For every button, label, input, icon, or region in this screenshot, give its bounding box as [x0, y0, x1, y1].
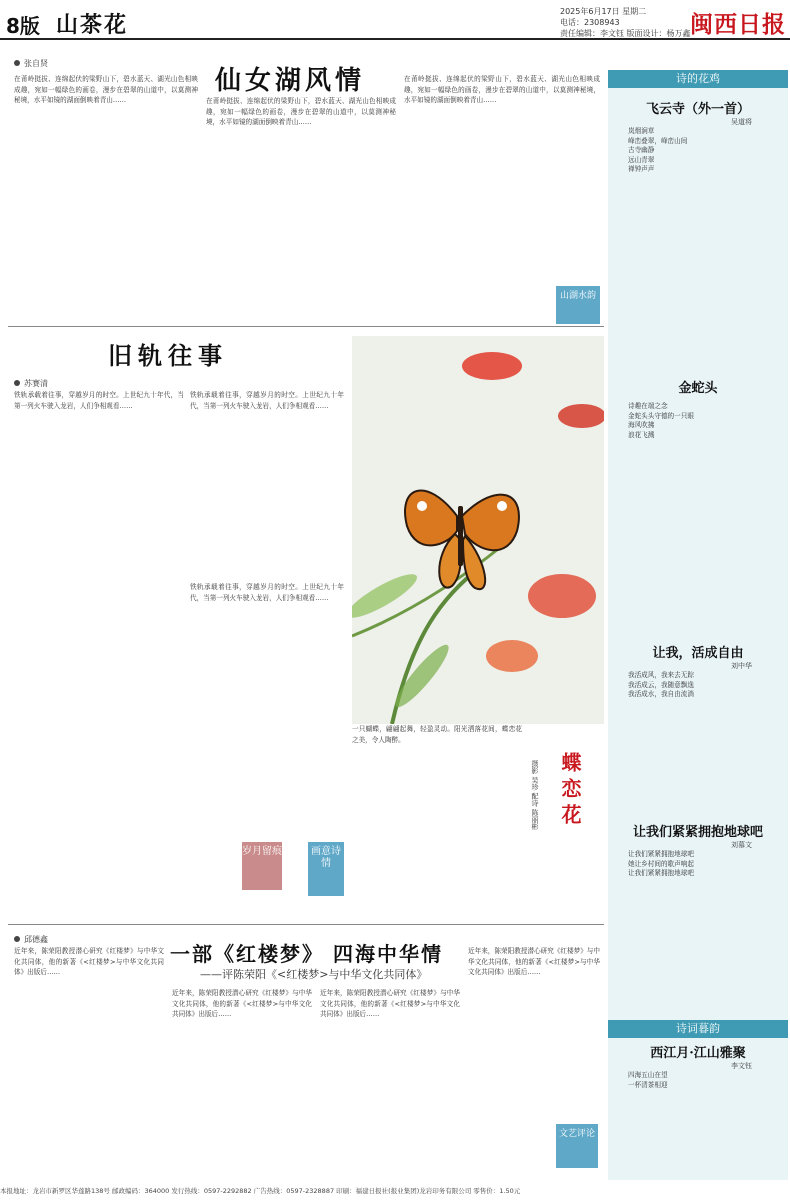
poem-author: 李文钰: [731, 1062, 752, 1070]
article3-title: 一部《红楼梦》 四海中华情: [170, 942, 443, 966]
article3-tag: 文艺评论: [556, 1124, 598, 1168]
article3-body-col1: 近年来，陈荣阳教授潜心研究《红楼梦》与中华文化共同体，他的新著《<红楼梦>与中华文化共同体》出版后……: [14, 947, 164, 976]
section-divider-2: [8, 924, 604, 925]
article1-tag: 山湖水韵: [556, 286, 600, 324]
article2-title: 旧轨往事: [108, 341, 228, 370]
article2-author: 苏赛清: [14, 378, 48, 389]
pin-icon: [14, 380, 20, 386]
butterfly-photo: [352, 336, 604, 724]
article3-subtitle: ——评陈荣阳《<红楼梦>与中华文化共同体》: [200, 968, 428, 981]
poem-title: 西江月·江山雅聚: [650, 1046, 746, 1061]
article3-body-col4: 近年来，陈荣阳教授潜心研究《红楼梦》与中华文化共同体，他的新著《<红楼梦>与中华文化共同体》出版后……: [468, 947, 600, 976]
poem-body: 岚烟涧草 峰峦叠翠，峰峦山间 古寺幽静 远山青翠 禅钟声声: [628, 127, 688, 173]
section-divider: [8, 326, 604, 327]
article1-body-col1: 在莆岭挺拔、连绵起伏的梁野山下，碧水蓝天、湖光山色相映成趣，宛如一幅绿色的画卷，漫步在碧翠的山道中，以莫测神秘境，水平如镜的湖面倒映着青山……: [14, 75, 198, 104]
editors: 责任编辑：李文钰 版面设计：杨万鑫: [560, 29, 691, 38]
photo-tag: 画意诗情: [308, 842, 344, 896]
article2-body-col2-lower: 铁轨承载着往事，穿越岁月的时空。上世纪九十年代，当第一列火车驶入龙岩，人们争相观看……: [190, 583, 344, 602]
column-title: 山茶花: [56, 13, 129, 38]
page-number: 8版: [6, 14, 40, 38]
photo-poem: 一只蝴蝶，翩翩起舞，轻盈灵动。阳光洒落花间，蝶恋花之美，令人陶醉。: [352, 725, 522, 744]
sidebar-header: 诗的花鸡: [608, 70, 788, 88]
article3-body-col3: 近年来，陈荣阳教授潜心研究《红楼梦》与中华文化共同体，他的新著《<红楼梦>与中华文化共同体》出版后……: [320, 989, 460, 1018]
poem-body: 诗趣在端之念 金蛇头头守德的一只眼 海风吹拂 浪花飞溅: [628, 402, 694, 439]
article2-body-col1: 铁轨承载着往事，穿越岁月的时空。上世纪九十年代，当第一列火车驶入龙岩，人们争相观看……: [14, 391, 184, 410]
newspaper-logo: 闽西日报: [690, 11, 786, 38]
issue-date: 2025年6月17日 星期二: [560, 7, 647, 16]
poem-author: 吴道将: [731, 118, 752, 126]
article1-body-col3: 在莆岭挺拔、连绵起伏的梁野山下，碧水蓝天、湖光山色相映成趣，宛如一幅绿色的画卷，漫步在碧翠的山道中，以莫测神秘境，水平如镜的湖面倒映着青山……: [404, 75, 600, 104]
poem-title: 让我，活成自由: [652, 646, 744, 661]
article1-author: 张自贤: [14, 58, 48, 69]
poem-title: 让我们紧紧拥抱地球吧: [632, 825, 763, 840]
pin-icon: [14, 936, 20, 942]
poem-title: 金蛇头: [678, 381, 718, 396]
photo-caption: 摄影 吴珍 配诗 陈丽彬: [531, 760, 539, 830]
article3-author: 邱德鑫: [14, 934, 48, 945]
poem-title: 飞云寺（外一首）: [645, 102, 750, 117]
poem-author: 刘中华: [731, 662, 752, 670]
editor-tel: 电话：2308943: [560, 18, 620, 27]
poem-body: 我活成风，我来去无踪 我活成云，我随意飘逸 我活成水，我自由流淌: [628, 671, 694, 698]
butterfly-illustration: [352, 336, 604, 724]
poem-body: 四海五山在望 一杯清茶相迎: [628, 1071, 668, 1089]
header-meta: [560, 6, 691, 39]
pin-icon: [14, 60, 20, 66]
poem-body: 让我们紧紧拥抱地球吧 她让乡村间的歌声响起 让我们紧紧拥抱地球吧: [628, 850, 694, 877]
page-footer: 本报地址：龙岩市新罗区华莲路138号 邮政编码：364000 发行热线：0597-2292882 广告热线：0597-2328887 印刷：福建日报社(报业集团)龙岩印务有限公司 零售价：1.50元: [0, 1187, 521, 1195]
article1-body-col2: 在莆岭挺拔、连绵起伏的梁野山下，碧水蓝天、湖光山色相映成趣，宛如一幅绿色的画卷，漫步在碧翠的山道中，以莫测神秘境，水平如镜的湖面倒映着青山……: [206, 97, 396, 126]
article2-body-col2: 铁轨承载着往事，穿越岁月的时空。上世纪九十年代，当第一列火车驶入龙岩，人们争相观看……: [190, 391, 344, 410]
sidebar-footer-header: 诗词暮韵: [608, 1020, 788, 1038]
article1-title: 仙女湖风情: [215, 66, 366, 96]
poem-author: 刘慕文: [731, 841, 752, 849]
article3-body-col2: 近年来，陈荣阳教授潜心研究《红楼梦》与中华文化共同体，他的新著《<红楼梦>与中华文化共同体》出版后……: [172, 989, 312, 1018]
header-rule: [0, 38, 790, 40]
poetry-sidebar: [608, 70, 788, 1180]
photo-title: 蝶恋花: [558, 752, 582, 830]
article2-tag: 岁月留痕: [242, 842, 282, 890]
